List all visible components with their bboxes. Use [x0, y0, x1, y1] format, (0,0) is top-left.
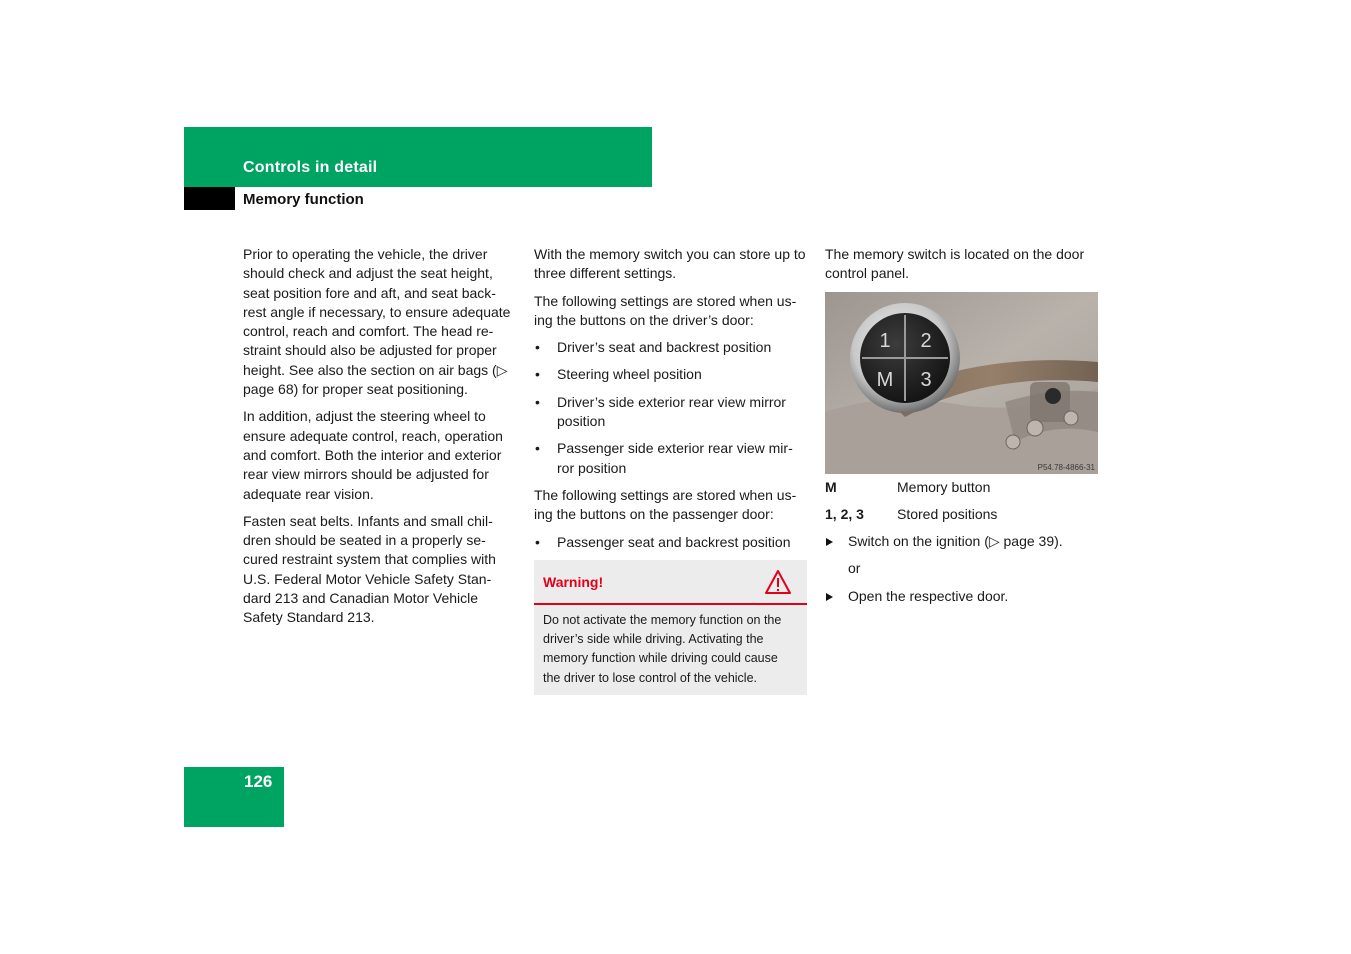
paragraph-steering-mirrors: In addition, adjust the steering wheel to ensure adequate control, reach, operation and comfort. Both the interior and exterior rear view mirrors should be adjusted for adequate rear vision.	[243, 408, 503, 502]
warning-label: Warning!	[543, 573, 604, 590]
steps-list	[825, 532, 1099, 551]
list-item: • Driver’s side exterior rear view mirror position	[534, 393, 808, 432]
subsection-marker	[184, 187, 235, 210]
memory-button-m-label: M	[876, 368, 894, 391]
legend-key: M	[825, 478, 837, 495]
list-item: • Passenger side exterior rear view mir-ror position	[534, 439, 808, 478]
steps-list-2	[825, 587, 1099, 606]
step-open-door: Open the respective door.	[825, 587, 1099, 606]
step-arrow-icon	[826, 538, 833, 546]
column-3	[825, 245, 1099, 614]
warning-triangle-icon	[764, 569, 792, 595]
warning-text: Do not activate the memory function on the driver’s side while driving. Activating the memory function while driving could cause the driver to lose control of the vehicle.	[543, 612, 782, 685]
legend-value: Memory button	[897, 478, 991, 495]
figure-code: P54.78-4866-31	[1037, 462, 1095, 472]
legend-row-positions	[825, 505, 1099, 524]
or-text: or	[848, 560, 861, 577]
driver-settings-list	[534, 338, 808, 478]
column-2	[534, 245, 808, 695]
memory-button-2-label: 2	[920, 329, 932, 352]
memory-button-3-label: 3	[920, 368, 932, 391]
paragraph-seat-belts: Fasten seat belts. Infants and small chil-dren should be seated in a properly se-cured restraint system that complies with U.S. Federal Motor Vehicle Safety Stan-dard 213 and Canadian Motor Vehicle Safety Standard 213.	[243, 512, 496, 626]
driver-door-intro: The following settings are stored when us-ing the buttons on the driver’s door:	[534, 292, 797, 328]
paragraph-seat-adjust: Prior to operating the vehicle, the driver should check and adjust the seat height, seat position fore and aft, and seat back-rest angle if necessary, to ensure adequate control, reach and comfort. The head re-straint should also be adjusted for proper height. See also the section on air bags (▷ page 68) for proper seat positioning.	[243, 246, 511, 398]
memory-button-1-label: 1	[879, 329, 891, 352]
legend-key: 1, 2, 3	[825, 505, 864, 522]
step-arrow-icon	[826, 593, 833, 601]
subsection-title: Memory function	[243, 191, 364, 208]
legend-value: Stored positions	[897, 505, 998, 522]
memory-intro: With the memory switch you can store up to three different settings.	[534, 246, 806, 282]
warning-header	[534, 560, 807, 605]
column-1	[243, 245, 517, 636]
passenger-door-intro: The following settings are stored when us-ing the buttons on the passenger door:	[534, 486, 797, 523]
legend-row-m	[825, 478, 1099, 497]
header-band	[184, 127, 652, 187]
warning-box	[534, 560, 807, 695]
page-number: 126	[244, 772, 273, 791]
memory-switch-photo	[825, 292, 1098, 474]
step-ignition: Switch on the ignition (▷ page 39).	[825, 532, 1099, 551]
list-item: • Steering wheel position	[534, 365, 808, 384]
list-item: • Passenger seat and backrest position	[534, 533, 808, 552]
passenger-settings-list	[534, 533, 808, 552]
switch-location-intro: The memory switch is located on the door control panel.	[825, 246, 1085, 282]
section-title: Controls in detail	[243, 159, 378, 176]
list-item: • Driver’s seat and backrest position	[534, 338, 808, 357]
